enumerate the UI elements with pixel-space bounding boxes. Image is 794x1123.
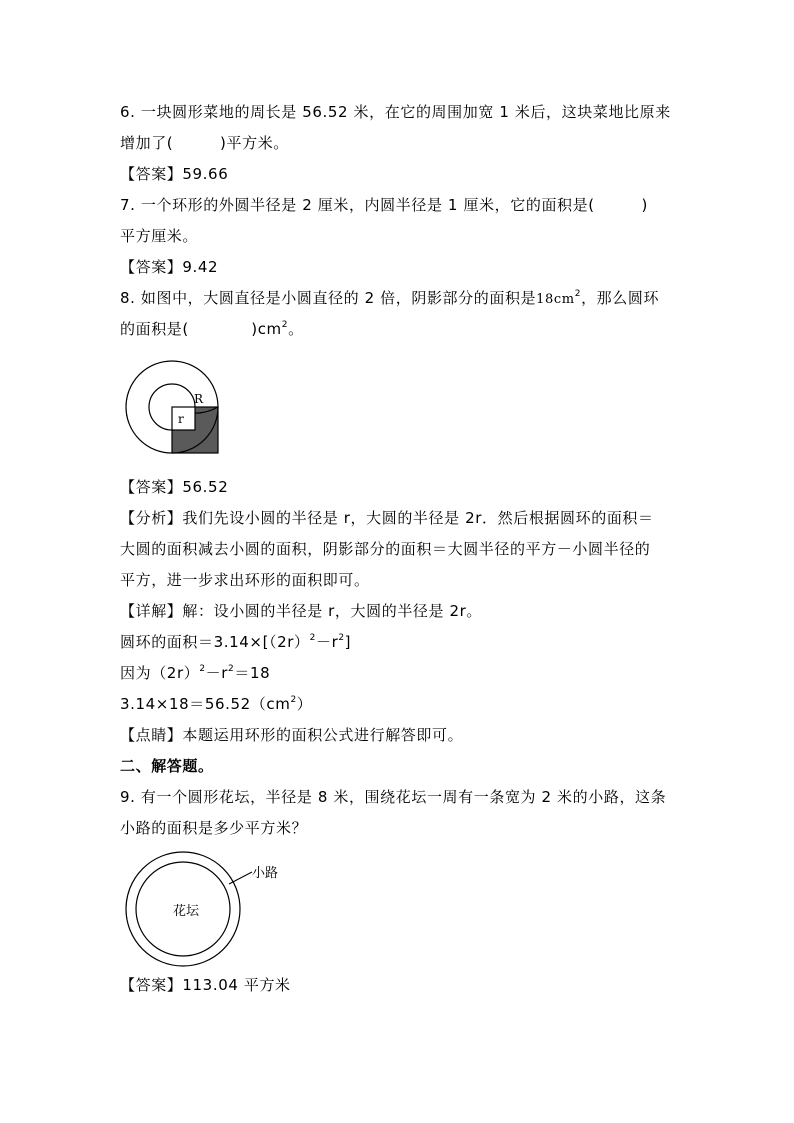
step2-sup2: 2	[228, 664, 235, 674]
q8-ring-figure	[120, 355, 232, 467]
section-title: 二、解答题。	[120, 757, 214, 775]
step1-mid: －r	[315, 633, 339, 651]
q8-line1-sup: 2	[574, 289, 582, 299]
q9-answer: 【答案】113.04 平方米	[120, 976, 291, 994]
q8-comment: 【点睛】本题运用环形的面积公式进行解答即可。	[120, 726, 464, 744]
q8-line2	[120, 318, 304, 340]
step2-text: 因为（2r）	[120, 664, 200, 682]
q8-line1	[120, 287, 659, 311]
q8-analysis-2: 大圆的面积减去小圆的面积，阴影部分的面积＝大圆半径的平方－小圆半径的	[120, 540, 651, 558]
q8-step2	[120, 662, 270, 684]
q8-answer: 【答案】56.52	[120, 478, 229, 496]
q8-line2-post: 。	[288, 320, 304, 338]
q6-line2: 增加了( )平方米。	[120, 134, 289, 152]
step3-sup: 2	[290, 695, 297, 705]
q7-line2: 平方厘米。	[120, 227, 199, 245]
step2-sup1: 2	[199, 664, 206, 674]
step2-mid: －r	[205, 664, 229, 682]
q8-line1-post: ，那么圆环	[581, 289, 660, 307]
q8-analysis-3: 平方，进一步求出环形的面积即可。	[120, 571, 370, 589]
q8-analysis-1: 【分析】我们先设小圆的半径是 r，大圆的半径是 2r．然后根据圆环的面积＝	[120, 509, 654, 527]
step1-text: 圆环的面积＝3.14×[（2r）	[120, 633, 310, 651]
q8-line2-sup: 2	[281, 320, 289, 330]
step1-sup2: 2	[338, 633, 345, 643]
q7-line1: 7. 一个环形的外圆半径是 2 厘米，内圆半径是 1 厘米，它的面积是( )	[120, 196, 648, 214]
q8-line2-text: 的面积是( )cm	[120, 320, 282, 338]
q6-answer: 【答案】59.66	[120, 165, 229, 183]
path-label: 小路	[252, 866, 279, 881]
q9-line1: 9. 有一个圆形花坛，半径是 8 米，围绕花坛一周有一条宽为 2 米的小路，这条	[120, 788, 667, 806]
step2-post: ＝18	[234, 664, 271, 682]
step3-text: 3.14×18＝56.52（cm	[120, 695, 291, 713]
step1-post: ]	[344, 633, 352, 651]
q6-line1: 6. 一块圆形菜地的周长是 56.52 米，在它的周围加宽 1 米后，这块菜地比原来	[120, 103, 671, 121]
q8-detail: 【详解】解：设小圆的半径是 r，大圆的半径是 2r。	[120, 602, 483, 620]
q9-garden-figure	[124, 850, 294, 970]
q7-answer: 【答案】9.42	[120, 258, 219, 276]
q8-step3	[120, 693, 312, 715]
garden-label: 花坛	[173, 904, 200, 919]
step1-sup1: 2	[309, 633, 316, 643]
step3-post: ）	[296, 695, 313, 713]
q9-line2: 小路的面积是多少平方米？	[120, 819, 308, 837]
q8-line1-unit: 18cm	[536, 292, 575, 307]
label-R: R	[194, 392, 204, 406]
label-r: r	[178, 412, 184, 426]
q8-line1-text: 8. 如图中，大圆直径是小圆直径的 2 倍，阴影部分的面积是	[120, 289, 537, 307]
q8-step1	[120, 631, 351, 653]
path-pointer-line	[229, 872, 252, 884]
